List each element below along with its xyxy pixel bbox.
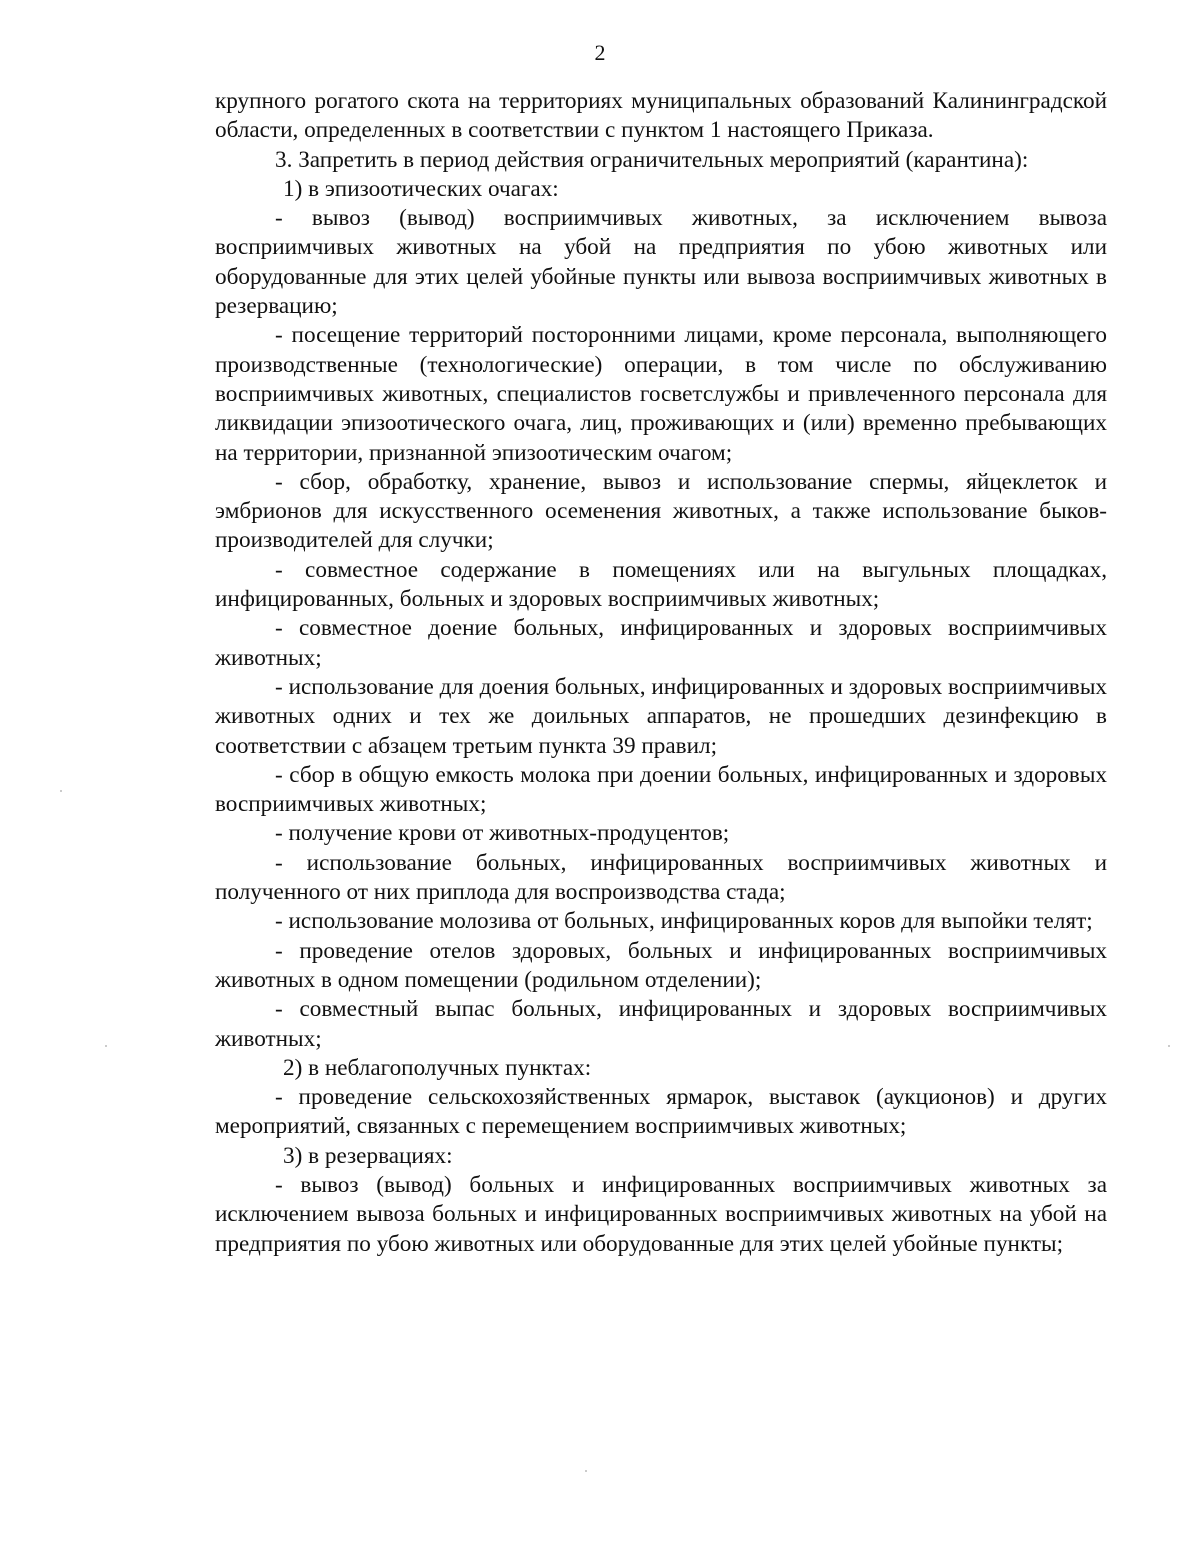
document-body bbox=[215, 87, 1107, 1259]
list-item: - совместный выпас больных, инфицированных и здоровых восприимчивых животных; bbox=[215, 996, 1107, 1052]
list-item: - использование молозива от больных, инфицированных коров для выпойки телят; bbox=[275, 908, 1093, 935]
scan-speck bbox=[585, 1470, 587, 1472]
scan-speck bbox=[105, 1045, 107, 1047]
list-item: - использование для доения больных, инфицированных и здоровых восприимчивых животных одних и тех же доильных аппаратов, не прошедших дезинфекцию в соответствии с абзацем третьим пункта 39 правил; bbox=[215, 673, 1107, 759]
list-item: - вывоз (вывод) больных и инфицированных восприимчивых животных за исключением вывоза больных и инфицированных восприимчивых животных на убой на предприятия по убою животных или оборудованные для этих целей убойные пункты; bbox=[215, 1171, 1107, 1257]
subclause-3-heading: 3) в резервациях: bbox=[283, 1142, 453, 1169]
list-item: - сбор, обработку, хранение, вывоз и использование спермы, яйцеклеток и эмбрионов для искусственного осеменения животных, а также использование быков-производителей для случки; bbox=[215, 468, 1107, 554]
scan-speck bbox=[60, 790, 62, 792]
clause-3-heading: 3. Запретить в период действия ограничительных мероприятий (карантина): bbox=[275, 146, 1029, 173]
scan-speck bbox=[1168, 1045, 1170, 1047]
subclause-1-heading: 1) в эпизоотических очагах: bbox=[283, 175, 559, 202]
list-item: - посещение территорий посторонними лицами, кроме персонала, выполняющего производственные (технологические) операции, в том числе по обслуживанию восприимчивых животных, специалистов госветслужбы и привлеченного персонала для ликвидации эпизоотического очага, лиц, проживающих и (или) временно пребывающих на территории, признанной эпизоотическим очагом; bbox=[215, 322, 1107, 466]
subclause-2-heading: 2) в неблагополучных пунктах: bbox=[283, 1054, 592, 1081]
list-item: - использование больных, инфицированных восприимчивых животных и полученного от них приплода для воспроизводства стада; bbox=[215, 849, 1107, 906]
list-item: - получение крови от животных-продуцентов; bbox=[275, 820, 730, 847]
page-number: 2 bbox=[594, 40, 606, 65]
list-item: - сбор в общую емкость молока при доении больных, инфицированных и здоровых восприимчивых животных; bbox=[215, 761, 1107, 818]
paragraph-continuation: крупного рогатого скота на территориях муниципальных образований Калининградской области, определенных в соответствии с пунктом 1 настоящего Приказа. bbox=[215, 88, 1107, 144]
list-item: - совместное доение больных, инфицированных и здоровых восприимчивых животных; bbox=[215, 615, 1107, 671]
list-item: - совместное содержание в помещениях или на выгульных площадках, инфицированных, больных и здоровых восприимчивых животных; bbox=[215, 556, 1107, 613]
list-item: - вывоз (вывод) восприимчивых животных, за исключением вывоза восприимчивых животных на убой на предприятия по убою животных или оборудованные для этих целей убойные пункты или вывоза восприимчивых животных в резервацию; bbox=[215, 205, 1107, 320]
list-item: - проведение отелов здоровых, больных и инфицированных восприимчивых животных в одном помещении (родильном отделении); bbox=[215, 937, 1107, 993]
list-item: - проведение сельскохозяйственных ярмарок, выставок (аукционов) и других мероприятий, связанных с перемещением восприимчивых животных; bbox=[215, 1084, 1107, 1140]
